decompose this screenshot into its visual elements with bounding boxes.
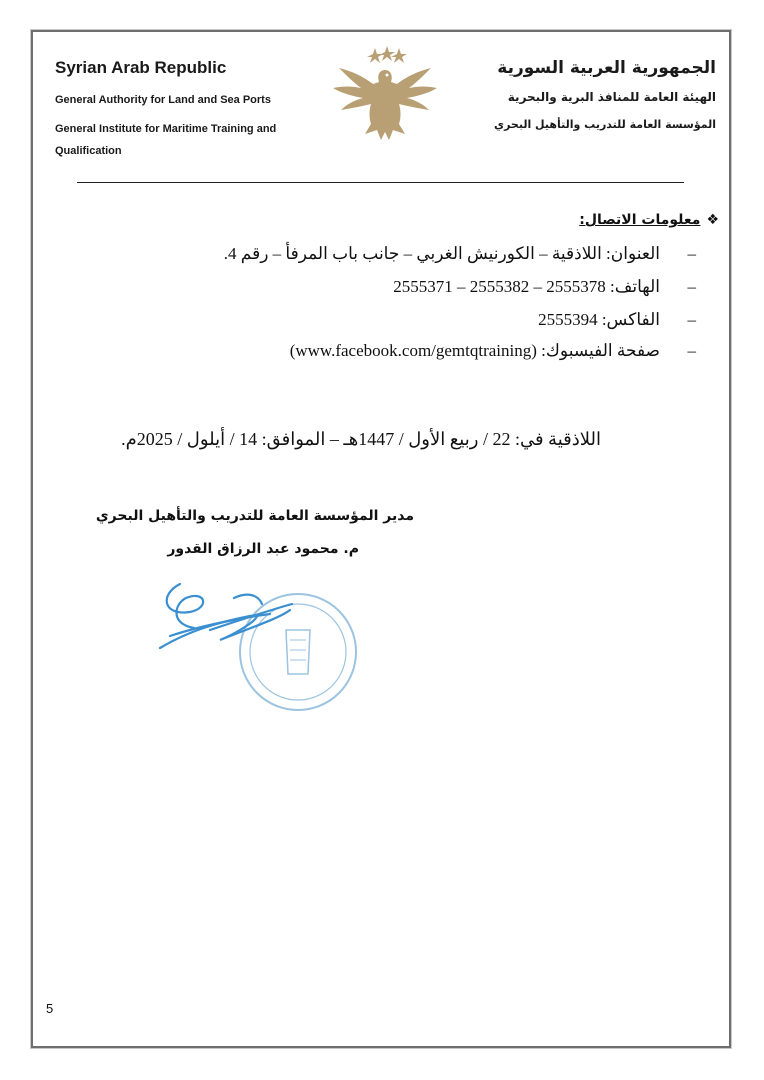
contact-address	[224, 244, 696, 264]
signer-name: م. محمود عبد الرزاق القدور	[167, 541, 359, 557]
contact-fax-text: الفاكس: 2555394	[538, 310, 660, 329]
date-line: اللاذقية في: 22 / ربيع الأول / 1447هـ – الموافق: 14 / أيلول / 2025م.	[121, 429, 601, 449]
page-number: 5	[46, 1001, 54, 1016]
diamond-bullet-icon: ❖	[706, 212, 719, 228]
dash-bullet: –	[687, 310, 696, 329]
en-authority-name: General Authority for Land and Sea Ports	[55, 94, 271, 106]
dash-bullet: –	[687, 341, 696, 360]
en-institute-name: General Institute for Maritime Training and Qualification	[55, 123, 277, 157]
dash-bullet: –	[687, 277, 696, 296]
contact-heading-text: معلومات الاتصال:	[579, 212, 701, 228]
dash-bullet: –	[687, 244, 696, 263]
eagle-emblem-icon	[325, 44, 445, 148]
ar-institute-name: المؤسسة العامة للتدريب والتأهيل البحري	[493, 118, 716, 131]
ar-country-title: الجمهورية العربية السورية	[497, 58, 716, 78]
ar-authority-name: الهيئة العامة للمنافذ البرية والبحرية	[507, 90, 716, 104]
contact-fax	[538, 310, 696, 330]
contact-facebook-text: صفحة الفيسبوك: (www.facebook.com/gemtqtraining)	[289, 341, 660, 360]
contact-facebook	[290, 341, 696, 361]
signer-title: مدير المؤسسة العامة للتدريب والتأهيل البحري	[95, 508, 414, 524]
handwritten-signature-icon	[160, 584, 292, 648]
en-country-title: Syrian Arab Republic	[55, 58, 227, 77]
header-divider	[77, 182, 684, 183]
contact-heading	[579, 212, 719, 228]
signature-stamp-image	[150, 570, 410, 730]
contact-address-text: العنوان: اللاذقية – الكورنيش الغربي – جانب باب المرفأ – رقم 4.	[223, 244, 660, 263]
contact-phone-text: الهاتف: 2555378 – 2555382 – 2555371	[393, 277, 660, 296]
contact-phone	[393, 277, 696, 297]
official-stamp-icon	[240, 594, 356, 710]
